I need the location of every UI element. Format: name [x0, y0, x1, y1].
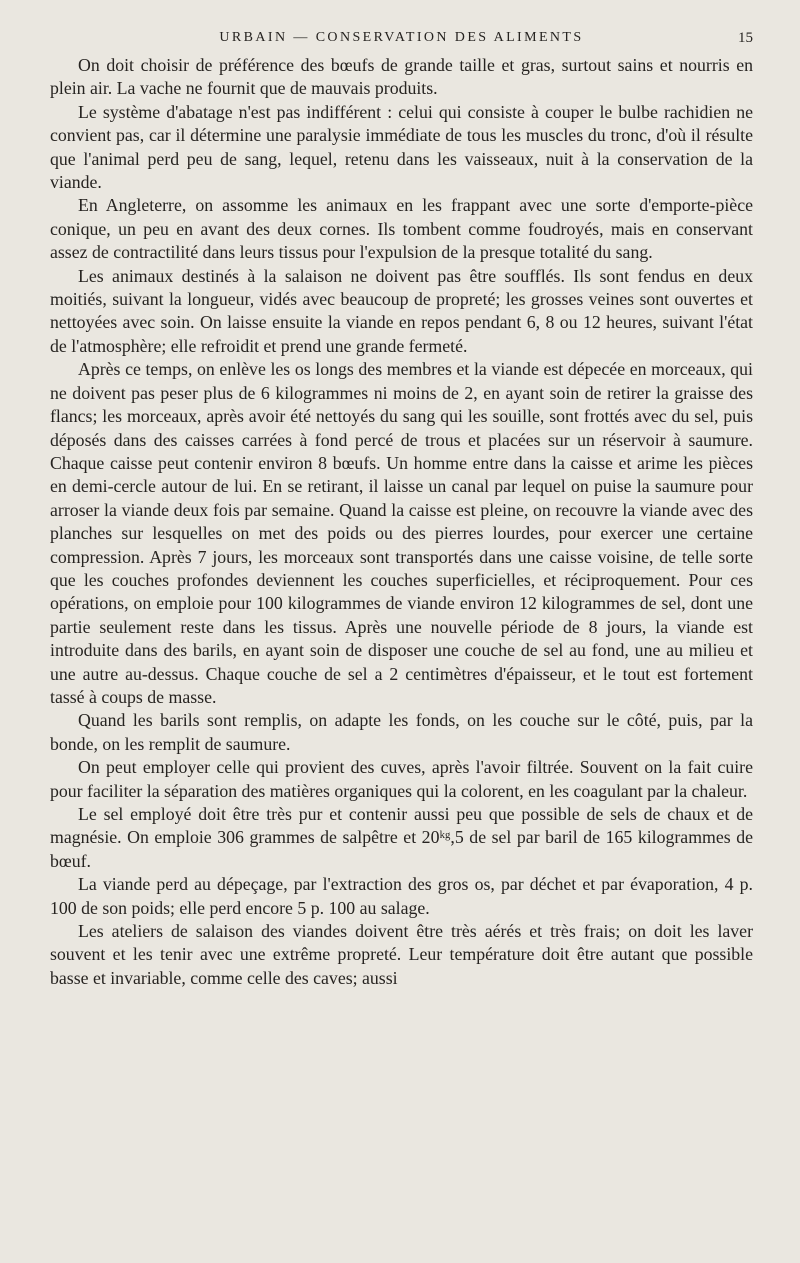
- paragraph: Les ateliers de salaison des viandes doivent être très aérés et très frais; on doit les laver souvent et les tenir avec une extrême propreté. Leur température doit être autant que possible basse et invariable, comme celle des caves; aussi: [50, 921, 753, 988]
- running-title: URBAIN — CONSERVATION DES ALIMENTS: [219, 30, 584, 45]
- paragraph: On peut employer celle qui provient des cuves, après l'avoir filtrée. Souvent on la fait cuire pour faciliter la séparation des matières organiques qui la colorent, en les coagulant par la chaleur.: [50, 757, 753, 801]
- paragraph: Les animaux destinés à la salaison ne doivent pas être soufflés. Ils sont fendus en deux moitiés, suivant la longueur, vidés avec beaucoup de propreté; les grosses veines sont ouvertes et nettoyées avec soin. On laisse ensuite la viande en repos pendant 6, 8 ou 12 heures, suivant l'état de l'atmosphère; elle refroidit et prend une grande fermeté.: [50, 265, 753, 356]
- paragraph: La viande perd au dépeçage, par l'extraction des gros os, par déchet et par évaporation, 4 p. 100 de son poids; elle perd encore 5 p. 100 au salage.: [50, 874, 753, 918]
- paragraph: Après ce temps, on enlève les os longs des membres et la viande est dépecée en morceaux, qui ne doivent pas peser plus de 6 kilogrammes ni moins de 2, en ayant soin de retirer la graisse des flancs; les morceaux, après avoir été nettoyés du sang qui les souille, sont frottés avec du sel, puis déposés dans des caisses carrées à fond percé de trous et placées sur un réservoir à saumure. Chaque caisse peut contenir environ 8 bœufs. Un homme entre dans la caisse et arime les pièces en demi-cercle autour de lui. En se retirant, il laisse un canal par lequel on puise la saumure pour arroser la viande deux fois par semaine. Quand la caisse est pleine, on recouvre la viande avec des planches sur lesquelles on met des poids ou des pierres lourdes, pour exercer une certaine compression. Après 7 jours, les morceaux sont transportés dans une caisse voisine, de telle sorte que les couches profondes deviennent les couches superficielles, et réciproquement. Pour ces opérations, on emploie pour 100 kilogrammes de viande environ 12 kilogrammes de sel, dont une partie seulement reste dans les tissus. Après une nouvelle période de 8 jours, la viande est introduite dans des barils, en ayant soin de disposer une couche de sel au fond, une au milieu et une autre au-dessus. Chaque couche de sel a 2 centimètres d'épaisseur, et le tout est fortement tassé à coups de masse.: [50, 359, 753, 707]
- paragraph: Le système d'abatage n'est pas indifférent : celui qui consiste à couper le bulbe rachidien ne convient pas, car il détermine une paralysie immédiate de tous les muscles du tronc, d'où il résulte que l'animal perd peu de sang, lequel, retenu dans les vaisseaux, nuit à la conservation de la viande.: [50, 101, 753, 193]
- paragraph: On doit choisir de préférence des bœufs de grande taille et gras, surtout sains et nourris en plein air. La vache ne fournit que de mauvais produits.: [50, 55, 753, 99]
- body-text: [50, 54, 753, 990]
- paragraph: En Angleterre, on assomme les animaux en les frappant avec une sorte d'emporte-pièce conique, un peu en avant des deux cornes. Ils tombent comme foudroyés, mais en conservant assez de contractilité dans leurs tissus pour l'expulsion de la presque totalité du sang.: [50, 195, 753, 263]
- paragraph: Le sel employé doit être très pur et contenir aussi peu que possible de sels de chaux et de magnésie. On emploie 306 grammes de salpêtre et 20ᵏᵍ,5 de sel par baril de 165 kilogrammes de bœuf.: [50, 804, 753, 871]
- paragraph: Quand les barils sont remplis, on adapte les fonds, on les couche sur le côté, puis, par la bonde, on les remplit de saumure.: [50, 710, 753, 754]
- running-head: [50, 28, 753, 54]
- page-number: 15: [738, 30, 753, 46]
